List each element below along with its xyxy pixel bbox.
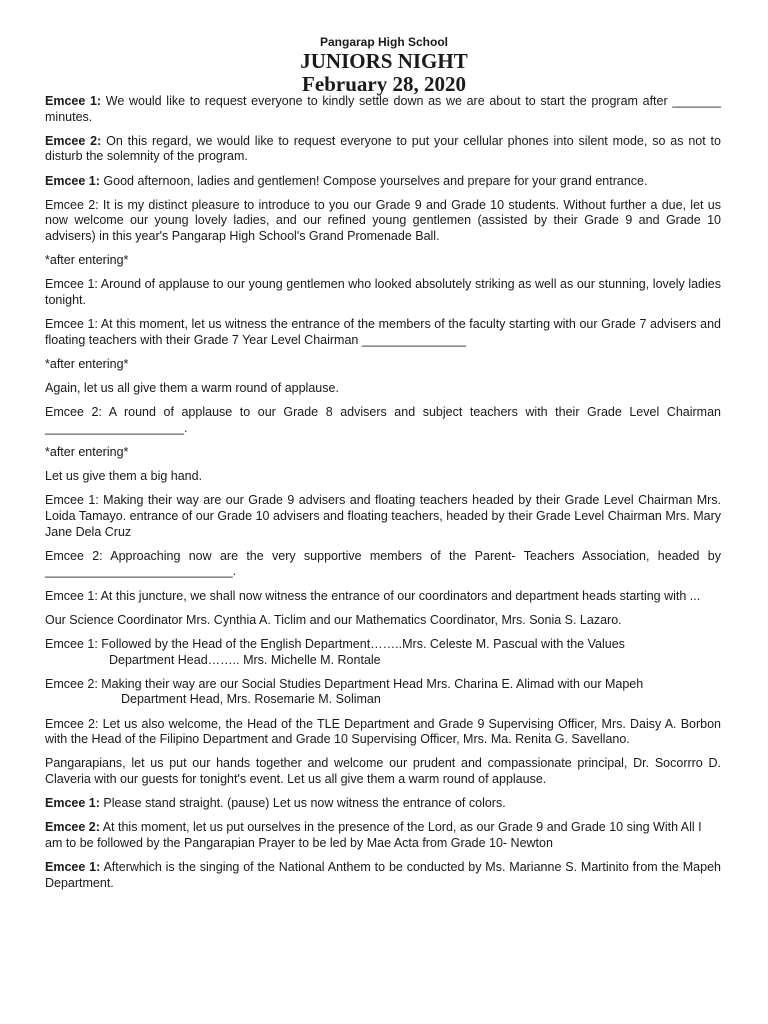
paragraph-text: Good afternoon, ladies and gentlemen! Compose yourselves and prepare for your grand entrance. xyxy=(103,173,648,188)
paragraph xyxy=(45,860,721,891)
paragraph: Emcee 1: At this juncture, we shall now witness the entrance of our coordinators and department heads starting with ... xyxy=(45,588,701,603)
paragraph-text: On this regard, we would like to request everyone to put your cellular phones into silent mode, so as not to disturb the solemnity of the program. xyxy=(45,133,721,164)
paragraph: Emcee 1: Around of applause to our young gentlemen who looked absolutely striking as well as our stunning, lovely ladies tonight. xyxy=(45,277,721,307)
paragraph xyxy=(45,134,721,165)
paragraph: Our Science Coordinator Mrs. Cynthia A. Ticlim and our Mathematics Coordinator, Mrs. Sonia S. Lazaro. xyxy=(45,612,622,627)
stage-direction: *after entering* xyxy=(45,356,129,371)
paragraph xyxy=(45,820,721,851)
paragraph-text: At this moment, let us put ourselves in the presence of the Lord, as our Grade 9 and Grade 10 sing With All I am to be followed by the Pangarapian Prayer to be led by Mae Acta from Grade 10- Newton xyxy=(45,820,702,850)
paragraph-continuation: Department Head…….. Mrs. Michelle M. Rontale xyxy=(109,652,381,667)
paragraph: Emcee 2: Approaching now are the very supportive members of the Parent- Teachers Association, headed by ___________________________. xyxy=(45,548,721,579)
event-title: JUNIORS NIGHT xyxy=(300,49,468,73)
paragraph: Emcee 1: Making their way are our Grade 9 advisers and floating teachers headed by their Grade Level Chairman Mrs. Loida Tamayo. entrance of our Grade 10 advisers and floating teachers, headed by their Grade Level Chairman Mrs. Mary Jane Dela Cruz xyxy=(45,493,721,539)
paragraph: Emcee 2: It is my distinct pleasure to introduce to you our Grade 9 and Grade 10 students. Without further a due, let us now welcome our young lovely ladies, and our refined young gentlemen (assisted by their Grade 9 and Grade 10 advisers) in this year's Pangarap High School's Grand Promenade Ball. xyxy=(45,197,721,243)
paragraph: Emcee 2: Let us also welcome, the Head of the TLE Department and Grade 9 Supervising Officer, Mrs. Daisy A. Borbon with the Head of the Filipino Department and Grade 10 Supervising Officer, Mrs. Ma. Renita G. Savellano. xyxy=(45,716,721,747)
speaker-label: Emcee 1: xyxy=(45,173,100,188)
paragraph-text: We would like to request everyone to kindly settle down as we are about to start the program after _______ minutes. xyxy=(45,94,721,124)
speaker-label: Emcee 1: xyxy=(45,94,102,108)
paragraph-text: Afterwhich is the singing of the National Anthem to be conducted by Ms. Marianne S. Martinito from the Mapeh Department. xyxy=(45,860,721,890)
paragraph: Let us give them a big hand. xyxy=(45,469,203,484)
speaker-label: Emcee 2: xyxy=(45,820,100,835)
school-name: Pangarap High School xyxy=(319,35,448,49)
speaker-label: Emcee 2: xyxy=(45,133,102,148)
paragraph: Emcee 2: A round of applause to our Grade 8 advisers and subject teachers with their Grade Level Chairman ____________________. xyxy=(45,405,721,435)
paragraph: Emcee 1: At this moment, let us witness the entrance of the members of the faculty starting with our Grade 7 advisers and floating teachers with their Grade 7 Year Level Chairman _______________ xyxy=(45,317,721,347)
program-script xyxy=(45,94,721,900)
paragraph: Pangarapians, let us put our hands together and welcome our prudent and compassionate principal, Dr. Socorrro D. Claveria with our guests for tonight's event. Let us all give them a warm round of applause. xyxy=(45,756,721,786)
speaker-label: Emcee 1: xyxy=(45,860,101,875)
paragraph-continuation: Department Head, Mrs. Rosemarie M. Soliman xyxy=(121,692,381,707)
paragraph-text: Emcee 1: Followed by the Head of the English Department……..Mrs. Celeste M. Pascual with the Values xyxy=(45,636,625,651)
paragraph-text: Please stand straight. (pause) Let us now witness the entrance of colors. xyxy=(103,796,506,811)
speaker-label: Emcee 1: xyxy=(45,796,100,811)
paragraph-text: Emcee 2: Making their way are our Social Studies Department Head Mrs. Charina E. Alimad with our Mapeh xyxy=(45,676,644,691)
event-date: February 28, 2020 xyxy=(302,72,466,96)
paragraph xyxy=(45,174,721,190)
paragraph xyxy=(45,677,721,708)
paragraph xyxy=(45,637,721,668)
stage-direction: *after entering* xyxy=(45,445,129,460)
paragraph xyxy=(45,94,721,125)
paragraph: Again, let us all give them a warm round of applause. xyxy=(45,381,339,396)
paragraph xyxy=(45,796,721,812)
stage-direction: *after entering* xyxy=(45,253,129,268)
